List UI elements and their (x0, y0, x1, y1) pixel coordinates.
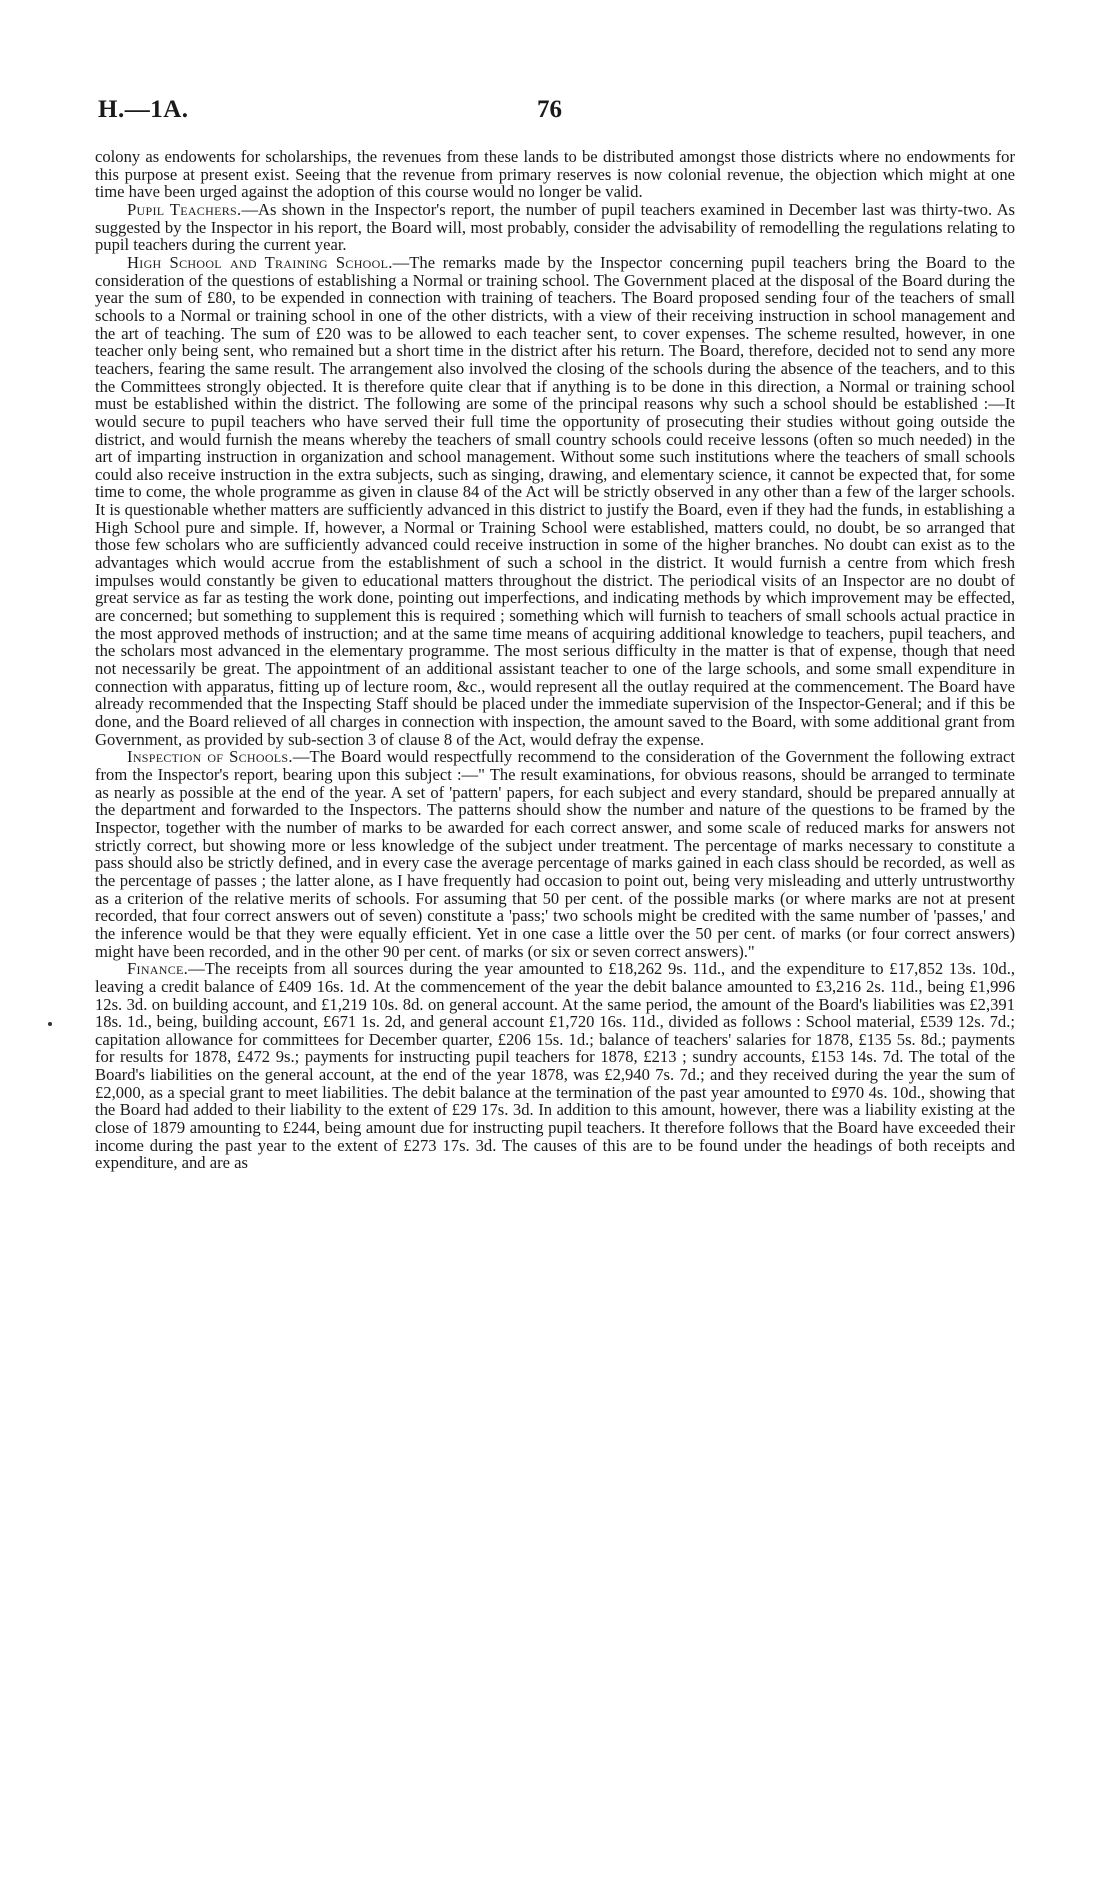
paragraph-endowments (95, 148, 1015, 201)
section-heading-high-school: High School and Training School. (127, 252, 393, 272)
paragraph-text: —The receipts from all sources during the year amounted to £18,262 9s. 11d., and the expenditure to £17,852 13s. 10d., leaving a credit balance of £409 16s. 1d. At the commencement of the year the debit balance amounted to £3,216 2s. 11d., being £1,996 12s. 3d. on building account, and £1,219 10s. 8d. on general account. At the same period, the amount of the Board's liabilities was £2,391 18s. 1d., being, building account, £671 1s. 2d, and general account £1,720 16s. 11d., divided as follows : School material, £539 12s. 7d.; capitation allowance for committees for December quarter, £206 15s. 1d.; balance of teachers' salaries for 1878, £135 5s. 8d.; payments for results for 1878, £472 9s.; payments for instructing pupil teachers for 1878, £213 ; sundry accounts, £153 14s. 7d. The total of the Board's liabilities on the general account, at the end of the year 1878, was £2,940 7s. 7d.; and they received during the year the sum of £2,000, as a special grant to meet liabilities. The debit balance at the termination of the past year amounted to £970 4s. 10d., showing that the Board had added to their liability to the extent of £29 17s. 3d. In addition to this amount, however, there was a liability existing at the close of 1879 amounting to £244, being amount due for instructing pupil teachers. It therefore follows that the Board have exceeded their income during the past year to the extent of £273 17s. 3d. The causes of this are to be found under the headings of both receipts and expenditure, and are as (95, 959, 1015, 1173)
section-heading-finance: Finance. (127, 959, 189, 979)
paragraph-finance (95, 960, 1015, 1172)
paragraph-text: —The Board would respectfully recommend to the consideration of the Government the following extract from the Inspector's report, bearing upon this subject :—" The result examinations, for obvious reasons, should be arranged to terminate as nearly as possible at the end of the year. A set of 'pattern' papers, for each subject and every standard, should be prepared annually at the department and forwarded to the Inspectors. The patterns should show the number and nature of the questions to be framed by the Inspector, together with the number of marks to be awarded for each correct answer, and some scale of reduced marks for answers not strictly correct, but showing more or less knowledge of the subject under treatment. The percentage of marks necessary to constitute a pass should also be strictly defined, and in every case the average percentage of marks gained in each class should be recorded, as well as the percentage of passes ; the latter alone, as I have frequently had occasion to point out, being very misleading and utterly untrustworthy as a criterion of the relative merits of schools. For assuming that 50 per cent. of the possible marks (or where marks are not at present recorded, that four correct answers out of seven) constitute a 'pass;' two schools might be credited with the same number of 'passes,' and the inference would be that they were equally efficient. Yet in one case a little over the 50 per cent. of marks (or four correct answers) might have been recorded, and in the other 90 per cent. of marks (or six or seven correct answers)." (95, 747, 1015, 961)
page-header (95, 92, 1015, 132)
section-heading-pupil-teachers: Pupil Teachers. (127, 199, 242, 219)
document-reference: H.—1A. (98, 96, 189, 123)
paragraph-high-school (95, 254, 1015, 748)
paragraph-text: —The remarks made by the Inspector concerning pupil teachers bring the Board to the consideration of the questions of establishing a Normal or training school. The Government placed at the disposal of the Board during the year the sum of £80, to be expended in connection with training of teachers. The Board proposed sending four of the teachers of small schools to a Normal or training school in one of the other districts, with a view of their receiving instruction in school management and the art of teaching. The sum of £20 was to be allowed to each teacher sent, to cover expenses. The scheme resulted, however, in one teacher only being sent, who remained but a short time in the district after his return. The Board, therefore, decided not to send any more teachers, fearing the same result. The arrangement also involved the closing of the schools during the absence of the teachers, and to this the Committees strongly objected. It is therefore quite clear that if anything is to be done in this direction, a Normal or training school must be established within the district. The following are some of the principal reasons why such a school should be established :—It would secure to pupil teachers who have served their full time the opportunity of prosecuting their studies without going outside the district, and would furnish the means whereby the teachers of small country schools could receive lessons (often so much needed) in the art of imparting instruction in organization and school management. Without some such institutions where the teachers of small schools could also receive instruction in the extra subjects, such as singing, drawing, and elementary science, it cannot be expected that, for some time to come, the whole programme as given in clause 84 of the Act will be strictly observed in any other than a few of the larger schools. It is questionable whether matters are sufficiently advanced in this district to justify the Board, even if they had the funds, in establishing a High School pure and simple. If, however, a Normal or Training School were established, matters could, no doubt, be so arranged that those few scholars who are sufficiently advanced could receive instruction in some of the higher branches. No doubt can exist as to the advantages which would accrue from the establishment of such a school in the district. It would furnish a centre from which fresh impulses would constantly be given to educational matters throughout the district. The periodical visits of an Inspector are no doubt of great service as far as testing the work done, pointing out imperfections, and indicating methods by which improvement may be effected, are concerned; but something to supplement this is required ; something which will furnish to teachers of small schools actual practice in the most approved methods of instruction; and at the same time means of acquiring additional knowledge to teachers, pupil teachers, and the scholars most advanced in the elementary programme. The most serious difficulty in the matter is that of expense, though that need not necessarily be great. The appointment of an additional assistant teacher to one of the large schools, and some small expenditure in connection with apparatus, fitting up of lecture room, &c., would represent all the outlay required at the commencement. The Board have already recommended that the Inspecting Staff should be placed under the immediate supervision of the Inspector-General; and if this be done, and the Board relieved of all charges in connection with inspection, the amount saved to the Board, with some additional grant from Government, as provided by sub-section 3 of clause 8 of the Act, would defray the expense. (95, 252, 1015, 749)
paragraph-text: colony as endowents for scholarships, the revenues from these lands to be distributed amongst those districts where no endowments for this purpose at present exist. Seeing that the revenue from primary reserves is now colonial revenue, the objection which might at one time have been urged against the adoption of this course would no longer be valid. (95, 147, 1015, 202)
paragraph-text: —As shown in the Inspector's report, the number of pupil teachers examined in December last was thirty-two. As suggested by the Inspector in his report, the Board will, most probably, consider the advisability of remodelling the regulations relating to pupil teachers during the current year. (95, 199, 1016, 255)
page-number: 76 (537, 96, 562, 123)
section-heading-inspection: Inspection of Schools. (127, 747, 293, 767)
paragraph-inspection (95, 748, 1015, 960)
margin-mark (48, 1022, 52, 1026)
document-page (95, 92, 1016, 1173)
body-text (95, 148, 1015, 1172)
paragraph-pupil-teachers (95, 201, 1015, 254)
